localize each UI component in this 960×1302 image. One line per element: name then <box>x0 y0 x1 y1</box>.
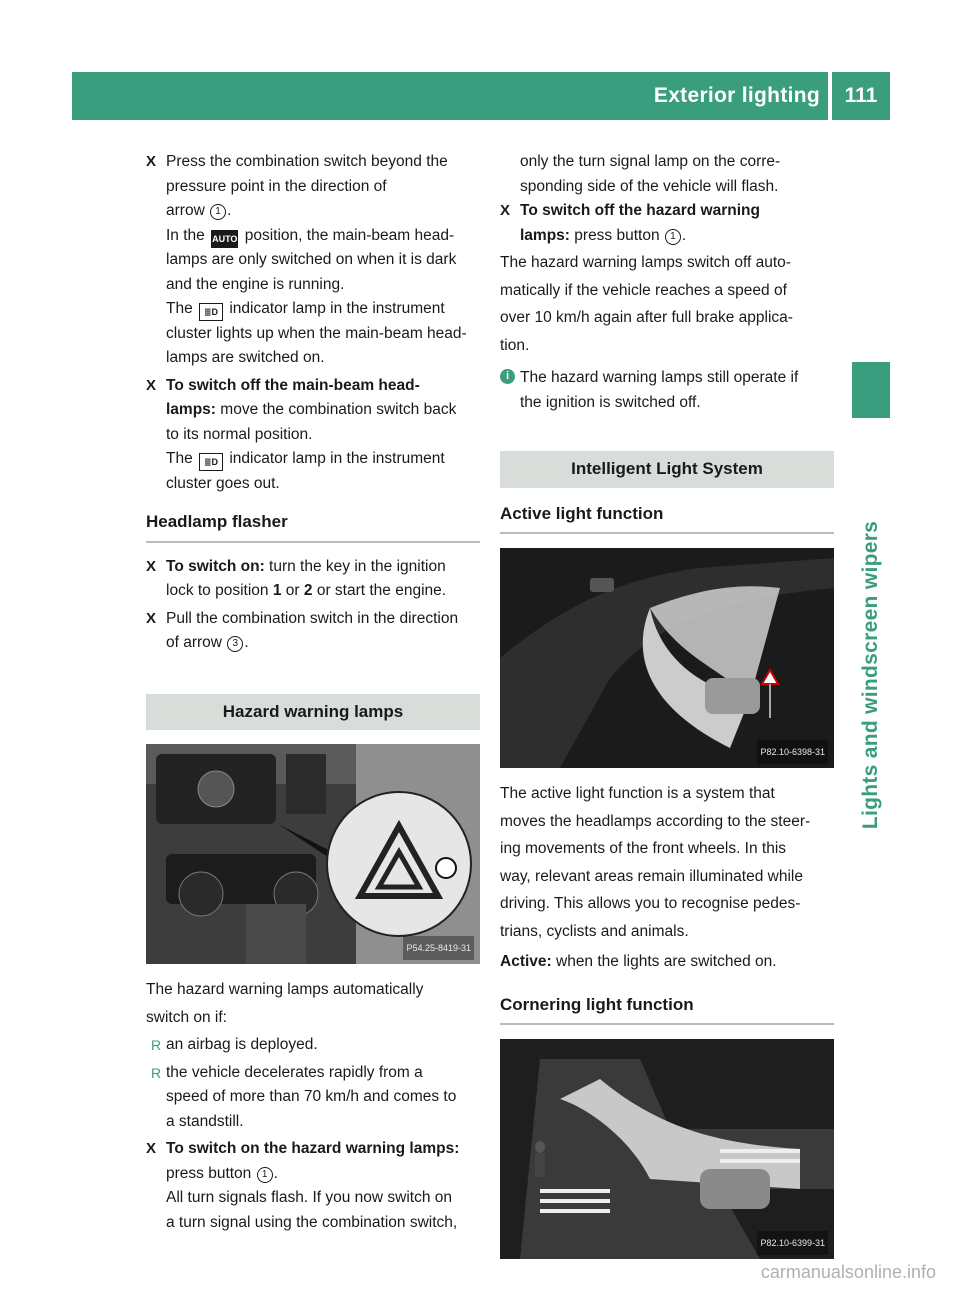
header-separator <box>828 72 832 120</box>
info-note: i The hazard warning lamps still operate if the ignition is switched off. <box>500 366 834 415</box>
left-column: X Press the combination switch beyond the pressure point in the direction of arrow 1 . In the AUTO position, the main-beam head- lamps are only switched on when it is dark and the engine is running. The ≣D indicator lamp in the instrument cluster lights up when the main-beam head- lamps are switched on. X To switch off the main-beam head- lamps: move the combination switch back to its normal position. The ≣D indicator lamp in the instrument cluster goes out. Headlamp flasher X To switch on: turn the key in the ignition lock to position 1 or 2 or start the engine. X Pull the combination switch in the direction of arrow 3 . Hazard warning lamps P54.25-8419-31 The hazard warning lamps automatically switch on if: R an airbag is deployed. R the vehicle decelerates rapidly from a speed of more than 70 km/h and comes to a standstill. X To switch on the hazard warning lamps: press button 1 . All turn signals flash. If you now switch on a turn signal using the combination switch, <box>146 150 480 1238</box>
bullet-icon: R <box>151 1064 162 1081</box>
main-beam-icon: ≣D <box>199 303 223 321</box>
chapter-title: Lights and windscreen wipers <box>859 520 882 830</box>
instruction-step: X To switch off the main-beam head- lamps: move the combination switch back to its normal position. The ≣D indicator lamp in the instrument cluster goes out. <box>146 374 480 497</box>
step-arrow-icon: X <box>146 376 157 394</box>
step-arrow-icon: X <box>146 557 157 575</box>
info-icon: i <box>500 369 515 384</box>
section-heading-ils: Intelligent Light System <box>500 451 834 488</box>
step-arrow-icon: X <box>146 1140 157 1157</box>
instruction-step: X Pull the combination switch in the direction of arrow 3 . <box>146 607 480 656</box>
instruction-step: X To switch on: turn the key in the ignition lock to position 1 or 2 or start the engine. <box>146 555 480 604</box>
callout-1: 1 <box>210 204 226 220</box>
hazard-switch-figure <box>146 744 480 964</box>
list-item: R an airbag is deployed. <box>146 1033 480 1058</box>
list-item: R the vehicle decelerates rapidly from a speed of more than 70 km/h and comes to a standstill. <box>146 1061 480 1135</box>
active-light-illustration <box>500 548 834 768</box>
figure-code: P82.10-6399-31 <box>757 1231 828 1256</box>
heading-headlamp-flasher: Headlamp flasher <box>146 510 480 543</box>
heading-active-light: Active light function <box>500 502 834 535</box>
instruction-step: X Press the combination switch beyond the pressure point in the direction of arrow 1 . In the AUTO position, the main-beam head- lamps are only switched on when it is dark and the engine is running. The ≣D indicator lamp in the instrument cluster lights up when the main-beam head- lamps are switched on. <box>146 150 480 371</box>
chapter-tab <box>852 362 890 418</box>
active-light-figure <box>500 548 834 768</box>
heading-cornering-light: Cornering light function <box>500 993 834 1026</box>
right-column: only the turn signal lamp on the corre- sponding side of the vehicle will flash. X To switch off the hazard warning lamps: press button 1 . The hazard warning lamps switch off auto- matically if the vehicle reaches a speed of over 10 km/h again after full brake applica- tion. i The hazard warning lamps still operate if the ignition is switched off. Intelligent Light System Active light function P82.10-6398-31 The active light function is a system that moves the headlamps according to the steer- ing movements of the front wheels. In this way, relevant areas remain illuminated while driving. This allows you to recognise pedes- trians, cyclists and animals. Active: when the lights are switched on. Cornering light function P82.10-6399-31 <box>500 150 834 1273</box>
auto-icon: AUTO <box>211 230 238 248</box>
callout-1: 1 <box>257 1167 273 1183</box>
cornering-light-figure <box>500 1039 834 1259</box>
step-arrow-icon: X <box>500 202 511 219</box>
step-arrow-icon: X <box>146 609 157 627</box>
cornering-light-illustration <box>500 1039 834 1259</box>
watermark: carmanualsonline.info <box>760 1262 936 1282</box>
main-beam-icon: ≣D <box>199 453 223 471</box>
callout-1: 1 <box>665 229 681 245</box>
hazard-switch-illustration <box>146 744 480 964</box>
page-number: 111 <box>844 84 878 107</box>
callout-3: 3 <box>227 636 243 652</box>
section-heading-hazard: Hazard warning lamps <box>146 694 480 731</box>
page-section-title: Exterior lighting <box>653 84 820 107</box>
figure-code: P54.25-8419-31 <box>403 936 474 961</box>
step-arrow-icon: X <box>146 153 157 170</box>
bullet-icon: R <box>151 1037 162 1053</box>
instruction-step: X To switch on the hazard warning lamps: press button 1 . All turn signals flash. If you now switch on a turn signal using the combination switch, <box>146 1137 480 1235</box>
instruction-step: X To switch off the hazard warning lamps: press button 1 . <box>500 199 834 248</box>
figure-code: P82.10-6398-31 <box>757 740 828 765</box>
